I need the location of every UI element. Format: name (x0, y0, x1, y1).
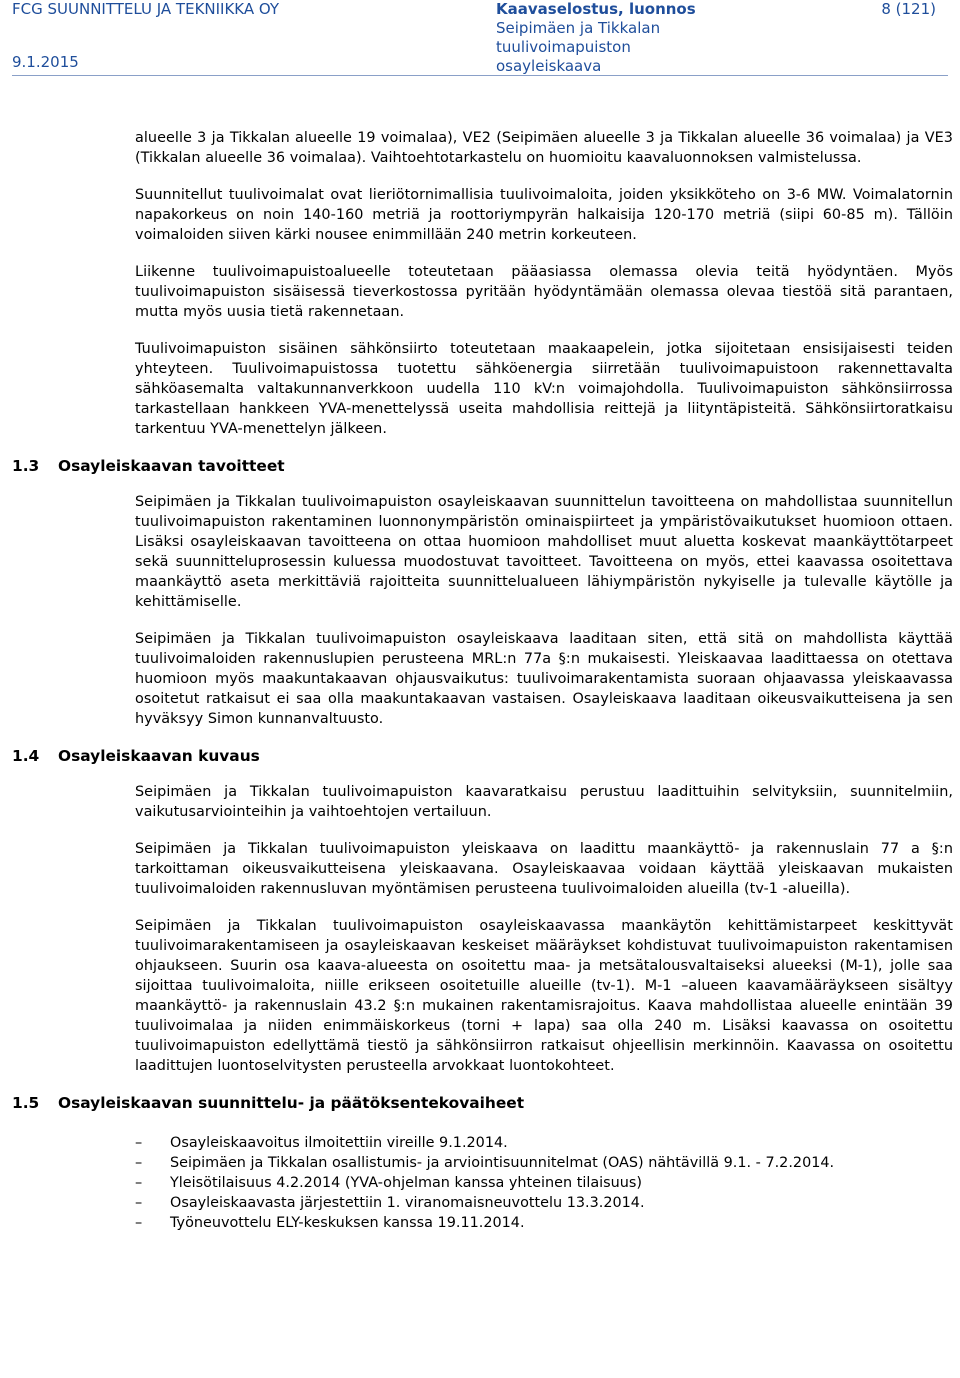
list-item-text: Osayleiskaavoitus ilmoitettiin vireille 9.1.2014. (170, 1135, 508, 1151)
bullet-dash: – (135, 1155, 143, 1171)
section-heading-1-5 (12, 1093, 960, 1113)
list-item (135, 1133, 960, 1153)
bullet-dash: – (135, 1135, 143, 1151)
list-item-text: Yleisötilaisuus 4.2.2014 (YVA-ohjelman kanssa yhteinen tilaisuus) (170, 1175, 643, 1191)
list-item (135, 1213, 960, 1233)
section-number: 1.3 (12, 457, 40, 475)
section-heading-1-3 (12, 456, 960, 476)
section-paragraph: Seipimäen ja Tikkalan tuulivoimapuiston osayleiskaavan suunnittelun tavoitteena on mahdollistaa suunnitellun tuulivoimapuiston rakentaminen luonnonympäristön ominaispiirteet ja ympäristövaikutukset huomioon ottaen. Lisäksi osayleiskaavan tavoitteena on ottaa huomioon mahdolliset muut aluetta koskevat maankäyttötarpeet sekä suunnitteluprosessin kuluessa muodostuvat tavoitteet. Tavoitteena on myös, ettei kaavassa osoitettava maankäyttö aseta merkittäviä rajoitteita suunnittelualueen lähiympäristön nykyiselle ja tulevalle käytölle ja kehittämiselle. (135, 494, 953, 610)
list-item-text: Seipimäen ja Tikkalan osallistumis- ja arviointisuunnitelmat (OAS) nähtävillä 9.1. - 7.2.2014. (170, 1155, 835, 1171)
list-item (135, 1193, 960, 1213)
intro-paragraph: alueelle 3 ja Tikkalan alueelle 19 voimalaa), VE2 (Seipimäen alueelle 3 ja Tikkalan alueelle 36 voimalaa) ja VE3 (Tikkalan alueelle 36 voimalaa). Vaihtoehtotarkastelu on huomioitu kaavaluonnoksen valmistelussa. (135, 130, 953, 166)
section-number: 1.4 (12, 747, 40, 765)
section-title: Osayleiskaavan kuvaus (58, 747, 260, 765)
document-type: Kaavaselostus, luonnos (496, 0, 696, 18)
intro-paragraph: Tuulivoimapuiston sisäinen sähkönsiirto toteutetaan maakaapelein, jotka sijoitetaan ensisijaisesti teiden yhteyteen. Tuulivoimapuistossa tuotettu sähköenergia siirretään tuulivoimapuistoon rakennettavalta sähköasemalta valtakunnanverkkoon uudella 110 kV:n voimajohdolla. Tuulivoimapuiston sähkönsiirrossa tarkastellaan hankkeen YVA-menettelyssä useita mahdollisia reittejä ja liityntäpisteitä. Sähkönsiirtoratkaisu tarkentuu YVA-menettelyn jälkeen. (135, 341, 953, 437)
section-heading-1-4 (12, 746, 960, 766)
section-paragraph: Seipimäen ja Tikkalan tuulivoimapuiston osayleiskaava laaditaan siten, että sitä on mahdollista käyttää tuulivoimaloiden rakennuslupien perusteena MRL:n 77a §:n mukaisesti. Yleiskaavaa laadittaessa on otettava huomioon myös maakuntakaavan ohjausvaikutus: tuulivoimarakentamista suoraan ohjaavassa yleiskaavassa osoitetut ratkaisut ei saa olla maakuntakaavan vastaisen. Osayleiskaava laaditaan oikeusvaikutteisena ja sen hyväksyy Simon kunnanvaltuusto. (135, 631, 953, 727)
document-title-line-4: osayleiskaava (496, 57, 602, 75)
page-header (0, 0, 960, 76)
header-left (12, 0, 279, 72)
bullet-dash: – (135, 1215, 143, 1231)
header-document-title (496, 0, 696, 76)
header-divider (12, 75, 948, 76)
section-title: Osayleiskaavan tavoitteet (58, 457, 285, 475)
intro-paragraph: Liikenne tuulivoimapuistoalueelle toteutetaan pääasiassa olemassa olevia teitä hyödyntäen. Myös tuulivoimapuiston sisäisessä tieverkostossa pyritään hyödyntämään olemassa olevaa tiestöä sitä parantaen, mutta myös uusia tietä rakennetaan. (135, 264, 953, 320)
list-item (135, 1173, 960, 1193)
page-body (0, 128, 960, 1233)
section-number: 1.5 (12, 1094, 40, 1112)
list-item-text: Työneuvottelu ELY-keskuksen kanssa 19.11.2014. (170, 1215, 525, 1231)
document-title-line-2: Seipimäen ja Tikkalan (496, 19, 661, 37)
list-item (135, 1153, 960, 1173)
intro-paragraph: Suunnitellut tuulivoimalat ovat lieriötornimallisia tuulivoimaloita, joiden yksikköteho on 3-6 MW. Voimalatornin napakorkeus on noin 140-160 metriä ja roottoriympyrän halkaisija 120-170 metriä (siipi 60-85 m). Tällöin voimaloiden siiven kärki nousee enimmillään 240 metrin korkeuteen. (135, 187, 953, 243)
company-name: FCG SUUNNITTELU JA TEKNIIKKA OY (12, 0, 280, 18)
section-paragraph: Seipimäen ja Tikkalan tuulivoimapuiston osayleiskaavassa maankäytön kehittämistarpeet keskittyvät tuulivoimarakentamiseen ja osayleiskaavan keskeiset määräykset kohdistuvat tuulivoimapuiston rakentamisen ohjaukseen. Suurin osa kaava-alueesta on osoitettu maa- ja metsätalousvaltaiseksi alueeksi (M-1), jolle saa sijoittaa tuulivoimaloita, niille erikseen osoitetuille alueille (tv-1). M-1 –alueen kaavamääräykseen sisältyy maankäyttö- ja rakennuslain 43.2 §:n mukainen rakentamisrajoitus. Kaava mahdollistaa alueelle enintään 39 tuulivoimalaa ja niiden enimmäiskorkeus (torni + lapa) saa olla 240 m. Lisäksi kaavassa on osoitettu tuulivoimapuiston edellyttämä tiestö ja sähkönsiirron ratkaisut ohjeellisin merkinnöin. Kaavassa on osoitettu laadittujen luontoselvitysten perusteella arvokkaat luontokohteet. (135, 918, 953, 1074)
section-title: Osayleiskaavan suunnittelu- ja päätöksentekovaiheet (58, 1094, 525, 1112)
document-title-line-3: tuulivoimapuiston (496, 38, 631, 56)
list-item-text: Osayleiskaavasta järjestettiin 1. viranomaisneuvottelu 13.3.2014. (170, 1195, 645, 1211)
page-number: 8 (121) (881, 0, 936, 18)
bullet-dash: – (135, 1195, 143, 1211)
section-paragraph: Seipimäen ja Tikkalan tuulivoimapuiston kaavaratkaisu perustuu laadittuihin selvityksiin, suunnitelmiin, vaikutusarviointeihin ja vaihtoehtojen vertailuun. (135, 784, 953, 820)
process-steps-list (135, 1133, 960, 1233)
bullet-dash: – (135, 1175, 143, 1191)
section-paragraph: Seipimäen ja Tikkalan tuulivoimapuiston yleiskaava on laadittu maankäyttö- ja rakennuslain 77 a §:n tarkoittaman oikeusvaikutteisena yleiskaavana. Osayleiskaavaa voidaan käyttää yleiskaavan mukaisten tuulivoimaloiden rakennusluvan myöntämisen perusteena tuulivoimaloiden alueilla (tv-1 -alueilla). (135, 841, 953, 897)
document-date: 9.1.2015 (12, 53, 79, 71)
